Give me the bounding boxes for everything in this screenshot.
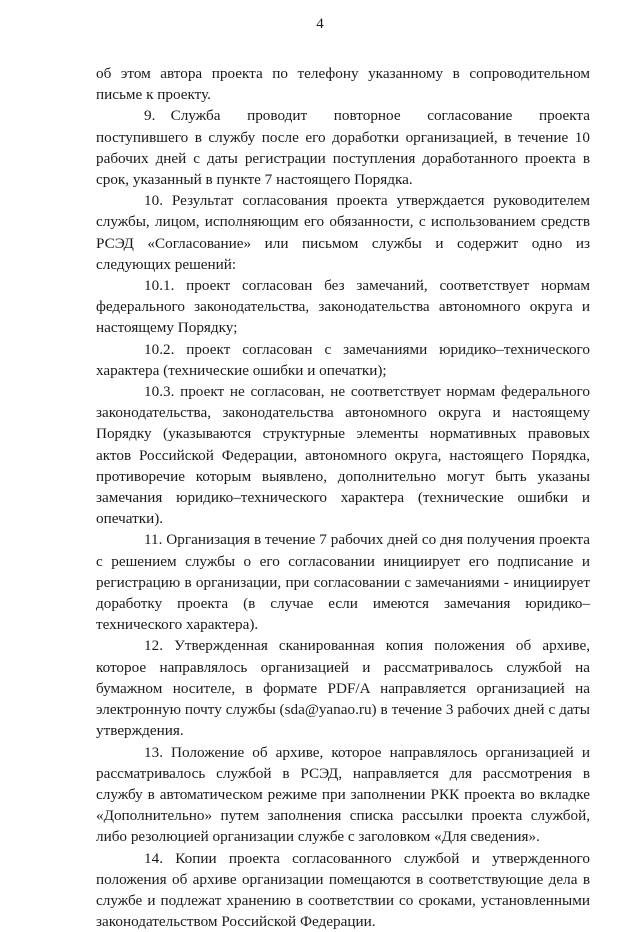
paragraph-9: 9. Служба проводит повторное согласование проекта поступившего в службу после его доработки организацией, в течение 10 рабочих дней с даты регистрации поступления доработанного проекта в срок, указанный в пункте 7 настоящего Порядка. bbox=[96, 107, 590, 189]
paragraph-10: 10. Результат согласования проекта утверждается руководителем службы, лицом, исполняющим его обязанности, с использованием средств РСЭД «Согласование» или письмом службы и содержит одно из следующих решений: bbox=[96, 192, 590, 273]
paragraph-12: 12. Утвержденная сканированная копия положения об архиве, которое направлялось организацией и рассматривалось службой на бумажном носителе, в формате PDF/A направляется организацией на электронную почту службы (sda@yanao.ru) в течение 3 рабочих дней с даты утверждения. bbox=[96, 637, 590, 740]
paragraph-10-2: 10.2. проект согласован с замечаниями юридико–технического характера (технические ошибки и опечатки); bbox=[96, 340, 590, 379]
paragraph-10-3: 10.3. проект не согласован, не соответствует нормам федерального законодательства, законодательства автономного округа и настоящему Порядку (указываются структурные элементы нормативных правовых актов Российской Федерации, автономного округа, настоящего Порядка, противоречие которым выявлено, дополнительно могут быть указаны замечания юридико–технического характера (технические ошибки и опечатки). bbox=[96, 383, 590, 528]
paragraph-11: 11. Организация в течение 7 рабочих дней со дня получения проекта с решением службы о его согласовании инициирует его подписание и регистрацию в организации, при согласовании с замечаниями - инициирует доработку проекта (в случае если имеются замечания юридико–технического характера). bbox=[96, 531, 590, 634]
document-body bbox=[96, 63, 590, 932]
paragraph-10-1: 10.1. проект согласован без замечаний, соответствует нормам федерального законодательства, законодательства автономного округа и настоящему Порядку; bbox=[96, 277, 590, 337]
paragraph-13: 13. Положение об архиве, которое направлялось организацией и рассматривалось службой в РСЭД, направляется для рассмотрения в службу в автоматическом режиме при заполнении РКК проекта во вкладке «Дополнительно» путем заполнения списка рассылки проекта службой, либо резолюцией организации службе с заголовком «Для сведения». bbox=[96, 743, 590, 846]
paragraph-continuation: об этом автора проекта по телефону указанному в сопроводительном письме к проекту. bbox=[96, 65, 590, 104]
paragraph-14: 14. Копии проекта согласованного службой и утвержденного положения об архиве организации помещаются в соответствующие дела в службе и подлежат хранению в соответствии со сроками, установленными законодательством Российской Федерации. bbox=[96, 849, 590, 931]
page-number: 4 bbox=[316, 16, 324, 32]
